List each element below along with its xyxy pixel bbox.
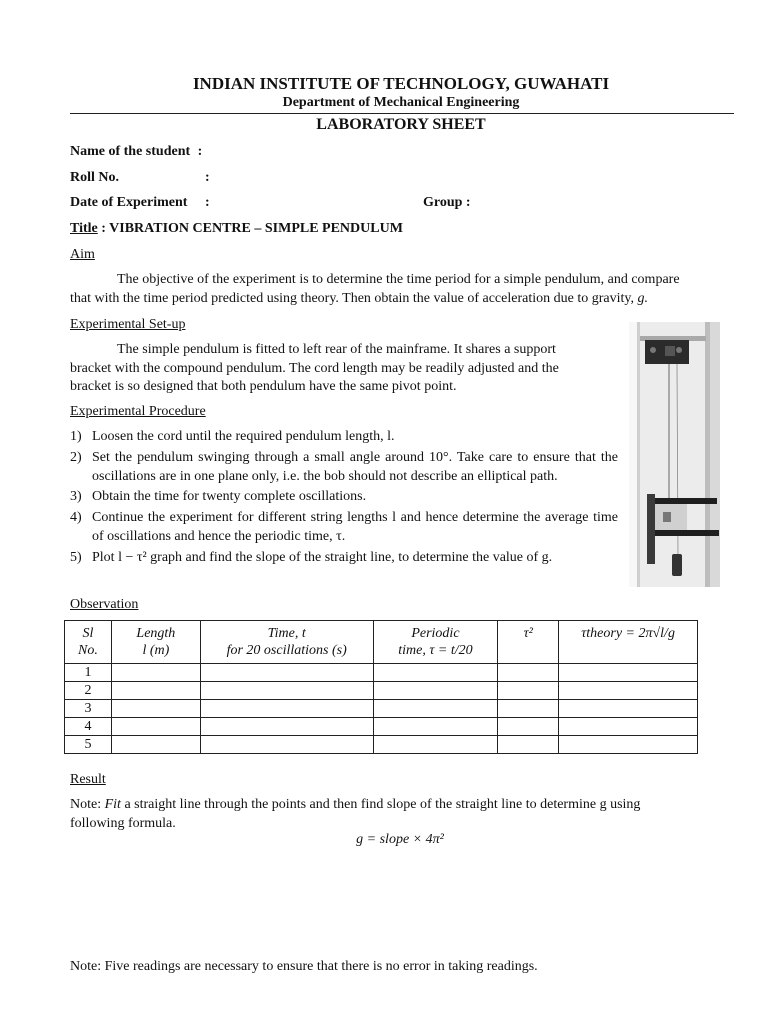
table-row [65, 700, 698, 718]
row-number: 1 [65, 664, 112, 682]
note-fit: Fit [104, 797, 121, 812]
step-number: 1) [70, 429, 82, 444]
table-row [65, 736, 698, 754]
procedure-step [70, 488, 618, 507]
table-cell [111, 736, 200, 754]
table-cell [373, 718, 498, 736]
row-number: 3 [65, 700, 112, 718]
row-number: 4 [65, 718, 112, 736]
col-header-time [200, 621, 373, 664]
header-divider [70, 113, 734, 114]
setup-paragraph [70, 341, 559, 397]
table-row [65, 664, 698, 682]
table-cell [200, 736, 373, 754]
procedure-step [70, 449, 618, 487]
table-cell [498, 700, 559, 718]
procedure-list [70, 428, 618, 570]
procedure-step [70, 509, 618, 547]
date-colon: : [205, 195, 210, 210]
header-line: time, τ = t/20 [398, 643, 473, 658]
table-cell [111, 664, 200, 682]
header-line: l (m) [142, 643, 170, 658]
header-line: Periodic [411, 626, 460, 641]
header-line: Time, t [267, 626, 306, 641]
table-cell [559, 700, 698, 718]
row-number: 2 [65, 682, 112, 700]
table-cell [559, 664, 698, 682]
observation-heading: Observation [70, 597, 139, 612]
step-number: 4) [70, 510, 82, 526]
gravity-symbol: g. [637, 290, 648, 306]
institute-title: INDIAN INSTITUTE OF TECHNOLOGY, GUWAHATI [192, 74, 610, 93]
table-cell [373, 682, 498, 700]
header-line: Length [136, 626, 176, 641]
table-cell [498, 736, 559, 754]
aim-line-2 [70, 290, 680, 309]
aim-line-2-text: that with the time period predicted using theory. Then obtain the value of acceleration due to gravity, [70, 290, 634, 306]
table-row [65, 718, 698, 736]
step-number: 3) [70, 489, 82, 505]
table-cell [498, 718, 559, 736]
procedure-step [70, 549, 618, 568]
student-name-label [70, 143, 202, 161]
procedure-step [70, 428, 618, 447]
table-cell [373, 736, 498, 754]
header-line: for 20 oscillations (s) [226, 643, 347, 658]
table-cell [559, 736, 698, 754]
table-cell [373, 700, 498, 718]
note-line-1-text: a straight line through the points and then find slope of the straight line to determine g using [120, 797, 641, 812]
table-cell [200, 700, 373, 718]
roll-no-colon: : [205, 170, 210, 185]
setup-line: bracket is so designed that both pendulum have the same pivot point. [70, 379, 457, 394]
procedure-heading: Experimental Procedure [70, 404, 206, 419]
table-cell [200, 718, 373, 736]
row-number: 5 [65, 736, 112, 754]
setup-heading: Experimental Set-up [70, 317, 186, 332]
table-cell [559, 718, 698, 736]
note-prefix: Note: [70, 797, 105, 812]
aim-paragraph [70, 271, 680, 308]
header-line: τ² [523, 626, 533, 641]
table-cell [111, 700, 200, 718]
aim-heading: Aim [70, 247, 95, 262]
step-number: 2) [70, 449, 82, 465]
table-cell [559, 682, 698, 700]
setup-line: The simple pendulum is fitted to left rear of the mainframe. It shares a support [117, 342, 556, 357]
header-line: Sl [82, 626, 94, 641]
experiment-title [70, 220, 403, 238]
step-text: Obtain the time for twenty complete oscillations. [92, 489, 367, 505]
student-name-colon: : [197, 144, 203, 159]
header-line: τtheory = 2π√l/g [581, 626, 675, 641]
group-label: Group : [423, 195, 471, 210]
step-text: Set the pendulum swinging through a small angle around 10°. Take care to ensure that the oscillations are in one plane only, i.e. the bob should not describe an elliptical path. [92, 449, 618, 484]
table-cell [200, 682, 373, 700]
pendulum-photo [629, 322, 720, 587]
result-note-line-1 [70, 796, 640, 815]
result-heading: Result [70, 772, 106, 787]
col-header-periodic-time [373, 621, 498, 664]
department-name: Department of Mechanical Engineering [282, 95, 520, 110]
table-cell [498, 682, 559, 700]
pendulum-illustration [629, 322, 720, 587]
table-cell [200, 664, 373, 682]
roll-no-label: Roll No. [70, 170, 119, 185]
col-header-length [111, 621, 200, 664]
title-label: Title [70, 221, 98, 236]
footer-note: Note: Five readings are necessary to ensure that there is no error in taking readings. [70, 959, 538, 974]
observation-table [64, 620, 698, 754]
setup-line: bracket with the compound pendulum. The cord length may be readily adjusted and the [70, 360, 559, 376]
header-line: No. [78, 643, 98, 658]
step-text: Loosen the cord until the required pendulum length, l. [92, 429, 395, 444]
step-text: Continue the experiment for different string lengths l and hence determine the average time of oscillations and hence the periodic time, τ. [92, 510, 618, 544]
table-cell [498, 664, 559, 682]
student-name-text: Name of the student [70, 144, 191, 159]
step-text: Plot l − τ² graph and find the slope of the straight line, to determine the value of g. [92, 549, 553, 565]
result-note-line-2: following formula. [70, 815, 176, 831]
table-header-row [65, 621, 698, 664]
col-header-sl [65, 621, 112, 664]
table-row [65, 682, 698, 700]
table-cell [111, 682, 200, 700]
gravity-formula: g = slope × 4π² [356, 832, 444, 847]
title-text: : VIBRATION CENTRE – SIMPLE PENDULUM [101, 221, 403, 236]
table-cell [111, 718, 200, 736]
step-number: 5) [70, 549, 82, 565]
result-note [70, 796, 640, 833]
sheet-title: LABORATORY SHEET [316, 116, 486, 133]
table-cell [373, 664, 498, 682]
col-header-tau-theory [559, 621, 698, 664]
col-header-tau-squared [498, 621, 559, 664]
date-label: Date of Experiment [70, 195, 188, 210]
aim-line-1: The objective of the experiment is to determine the time period for a simple pendulum, and compare [117, 272, 680, 287]
